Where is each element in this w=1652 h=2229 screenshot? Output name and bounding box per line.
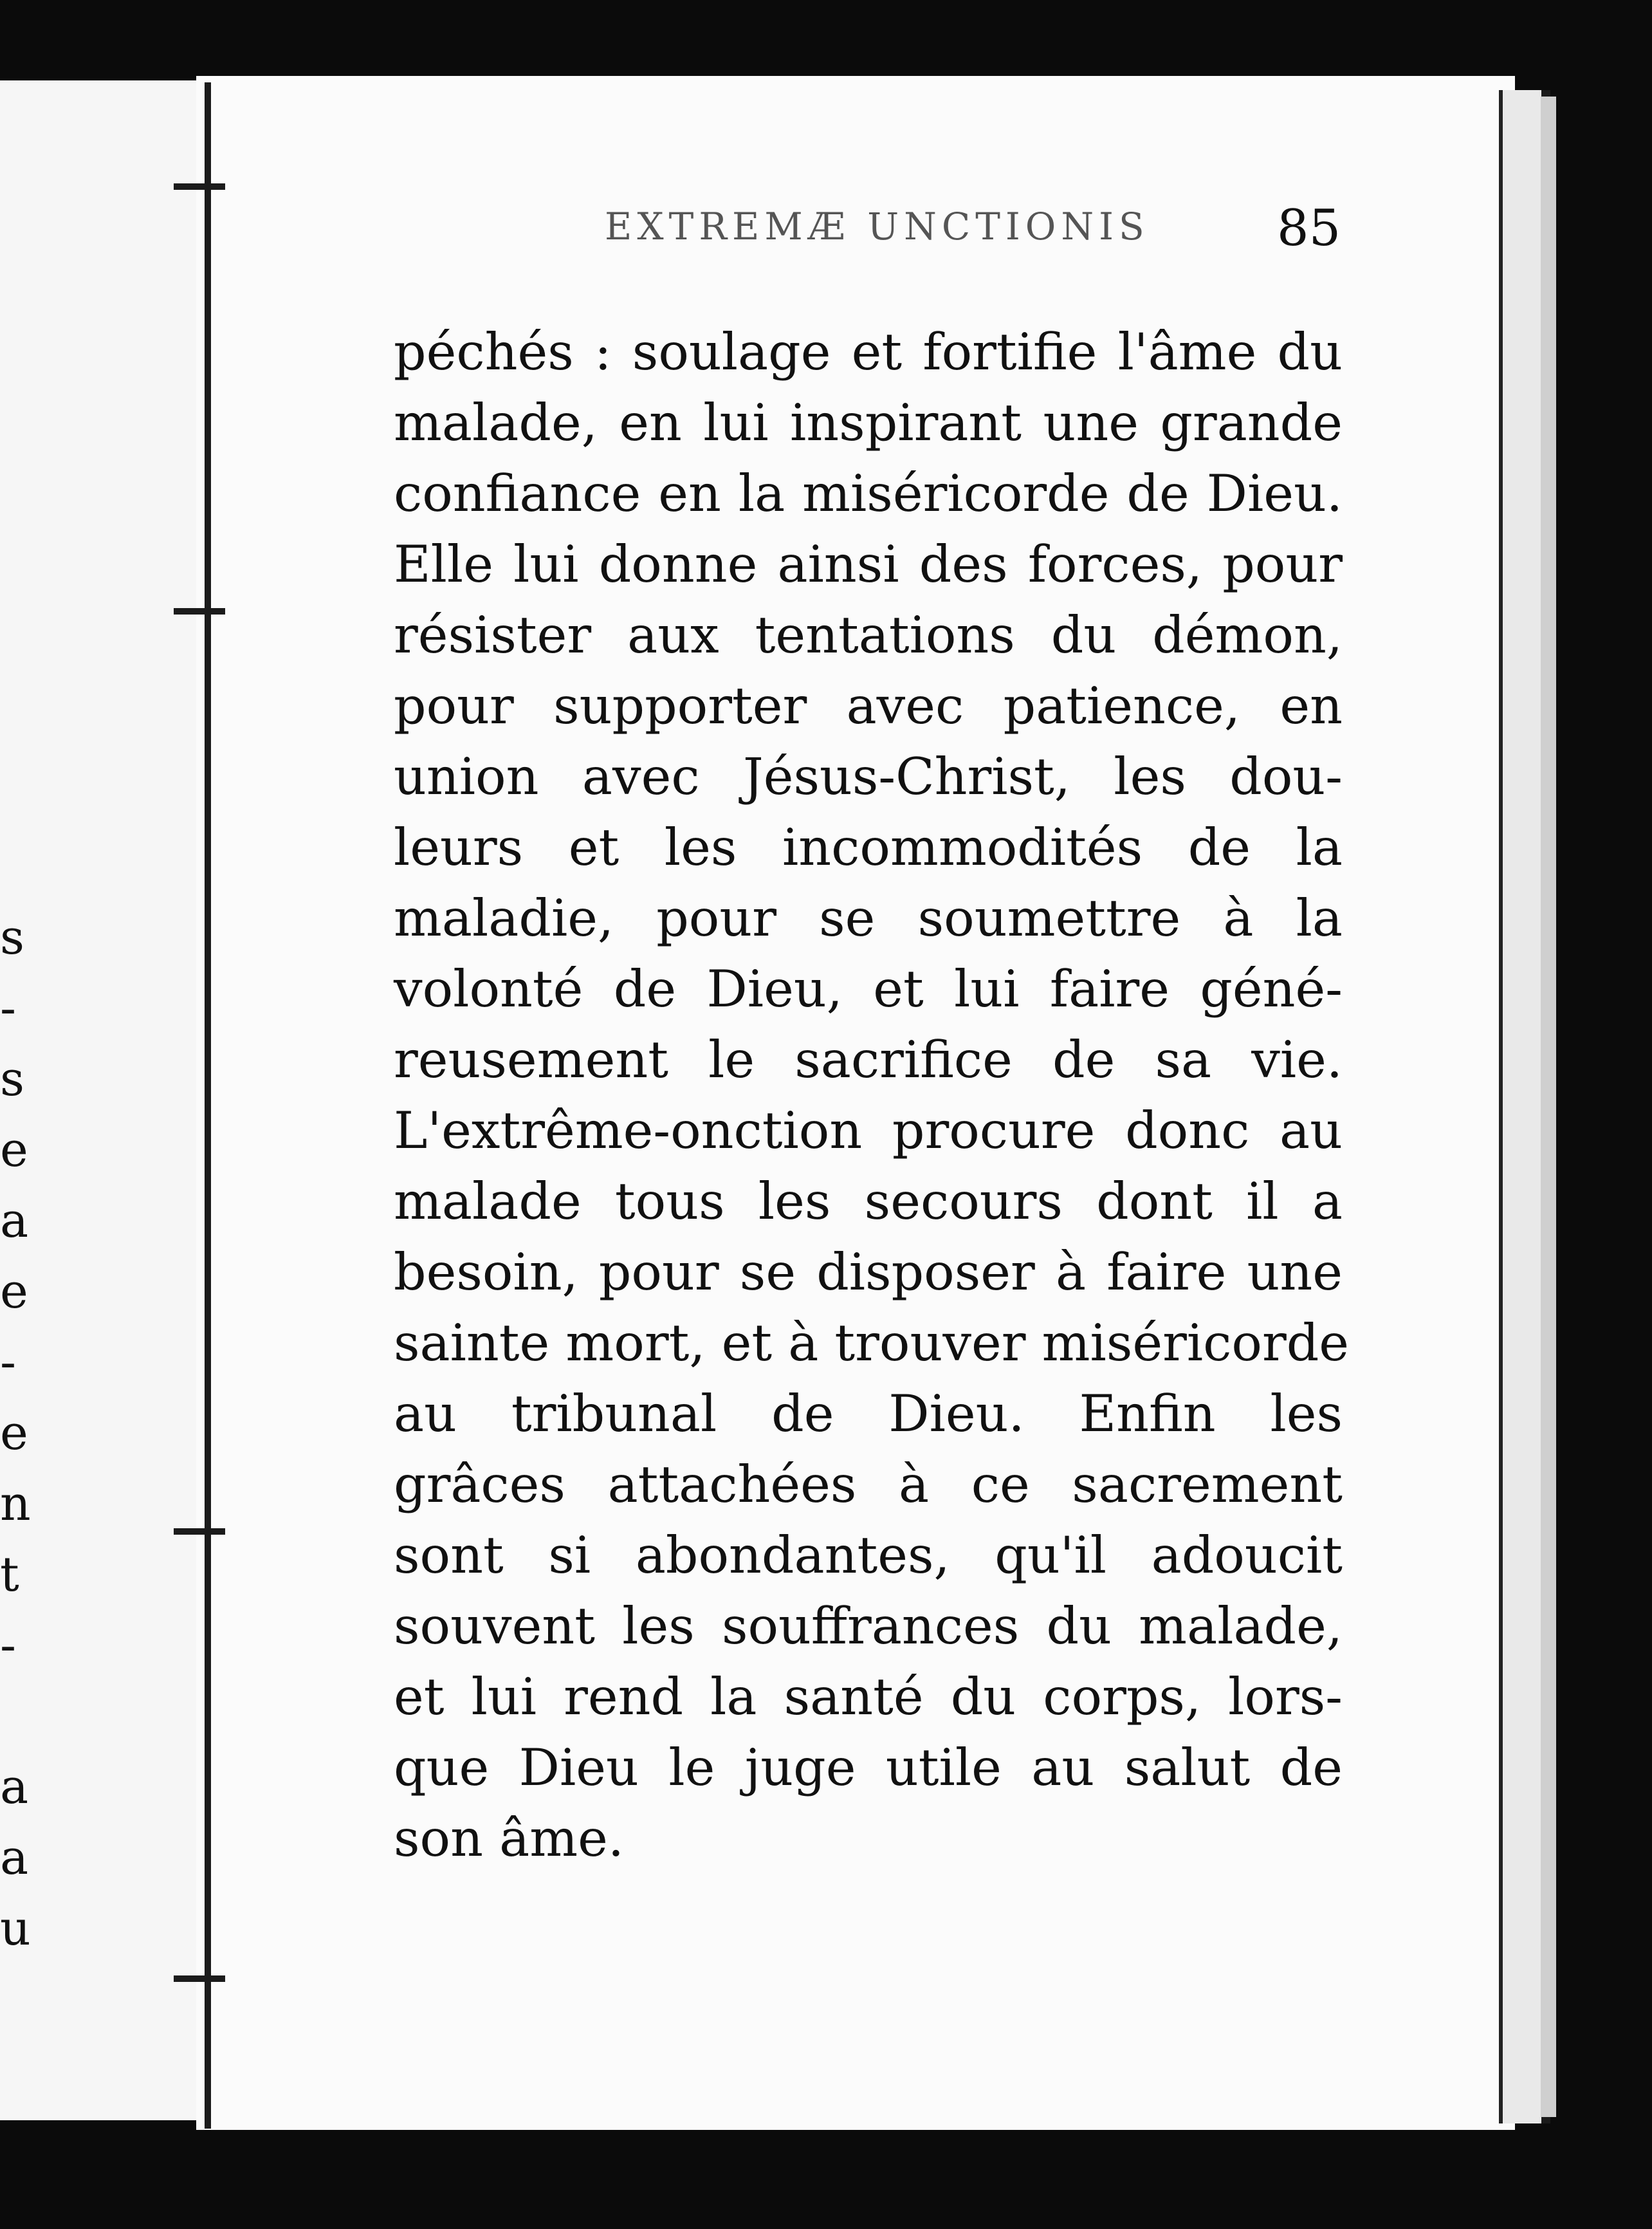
page-number: 85 [1277, 199, 1341, 257]
facing-page-fragment: a [0, 1193, 29, 1248]
text-line: sont si abondantes, qu'il adoucit [394, 1526, 1343, 1585]
text-line: et lui rend la santé du corps, lors- [394, 1667, 1343, 1726]
text-line: péchés : soulage et fortifie l'âme du [394, 322, 1343, 382]
text-line: volonté de Dieu, et lui faire géné- [394, 959, 1343, 1019]
facing-page-fragment: u [0, 1901, 31, 1956]
text-line: grâces attachées à ce sacrement [394, 1455, 1343, 1514]
facing-page-edge [0, 80, 205, 2120]
binding-stitch [174, 1528, 225, 1535]
text-line: sainte mort, et à trouver miséricorde [394, 1313, 1350, 1373]
body-text [394, 317, 1350, 1874]
facing-page-fragment: e [0, 1405, 28, 1461]
text-line: que Dieu le juge utile au salut de [394, 1738, 1343, 1797]
text-line: union avec Jésus-Christ, les dou- [394, 747, 1343, 806]
facing-page-fragment: n [0, 1476, 31, 1531]
text-line: besoin, pour se disposer à faire une [394, 1243, 1343, 1302]
text-line: reusement le sacrifice de sa vie. [394, 1030, 1343, 1089]
binding-stitch [174, 183, 225, 190]
text-line: malade, en lui inspirant une grande [394, 393, 1343, 452]
text-line: au tribunal de Dieu. Enfin les [394, 1384, 1343, 1443]
facing-page-fragment: - [0, 981, 17, 1036]
text-line: Elle lui donne ainsi des forces, pour [394, 535, 1343, 594]
facing-page-fragment: e [0, 1264, 28, 1319]
binding-stitch [174, 1975, 225, 1982]
facing-page-fragment: - [0, 1618, 17, 1673]
facing-page-fragment: t [0, 1547, 19, 1602]
text-line: résister aux tentations du démon, [394, 606, 1343, 665]
text-line: souvent les souffrances du malade, [394, 1596, 1343, 1656]
binding-stitch [174, 608, 225, 615]
text-line: confiance en la miséricorde de Dieu. [394, 464, 1343, 523]
facing-page-fragment: s [0, 910, 24, 965]
page-edge-shadow [1541, 97, 1556, 2117]
text-line: L'extrême-onction procure donc au [394, 1101, 1343, 1160]
text-line: pour supporter avec patience, en [394, 676, 1343, 735]
facing-page-fragment: a [0, 1830, 29, 1885]
facing-page-fragment: s [0, 1051, 24, 1107]
running-header: EXTREMÆ UNCTIONIS [605, 205, 1150, 248]
text-line: son âme. [394, 1809, 624, 1868]
facing-page-fragment: a [0, 1759, 29, 1815]
text-line: maladie, pour se soumettre à la [394, 889, 1343, 948]
text-line: malade tous les secours dont il a [394, 1172, 1343, 1231]
text-line: leurs et les incommodités de la [394, 818, 1343, 877]
facing-page-fragment: - [0, 1335, 17, 1390]
binding-gutter [205, 82, 211, 2129]
facing-page-fragment: e [0, 1122, 28, 1178]
